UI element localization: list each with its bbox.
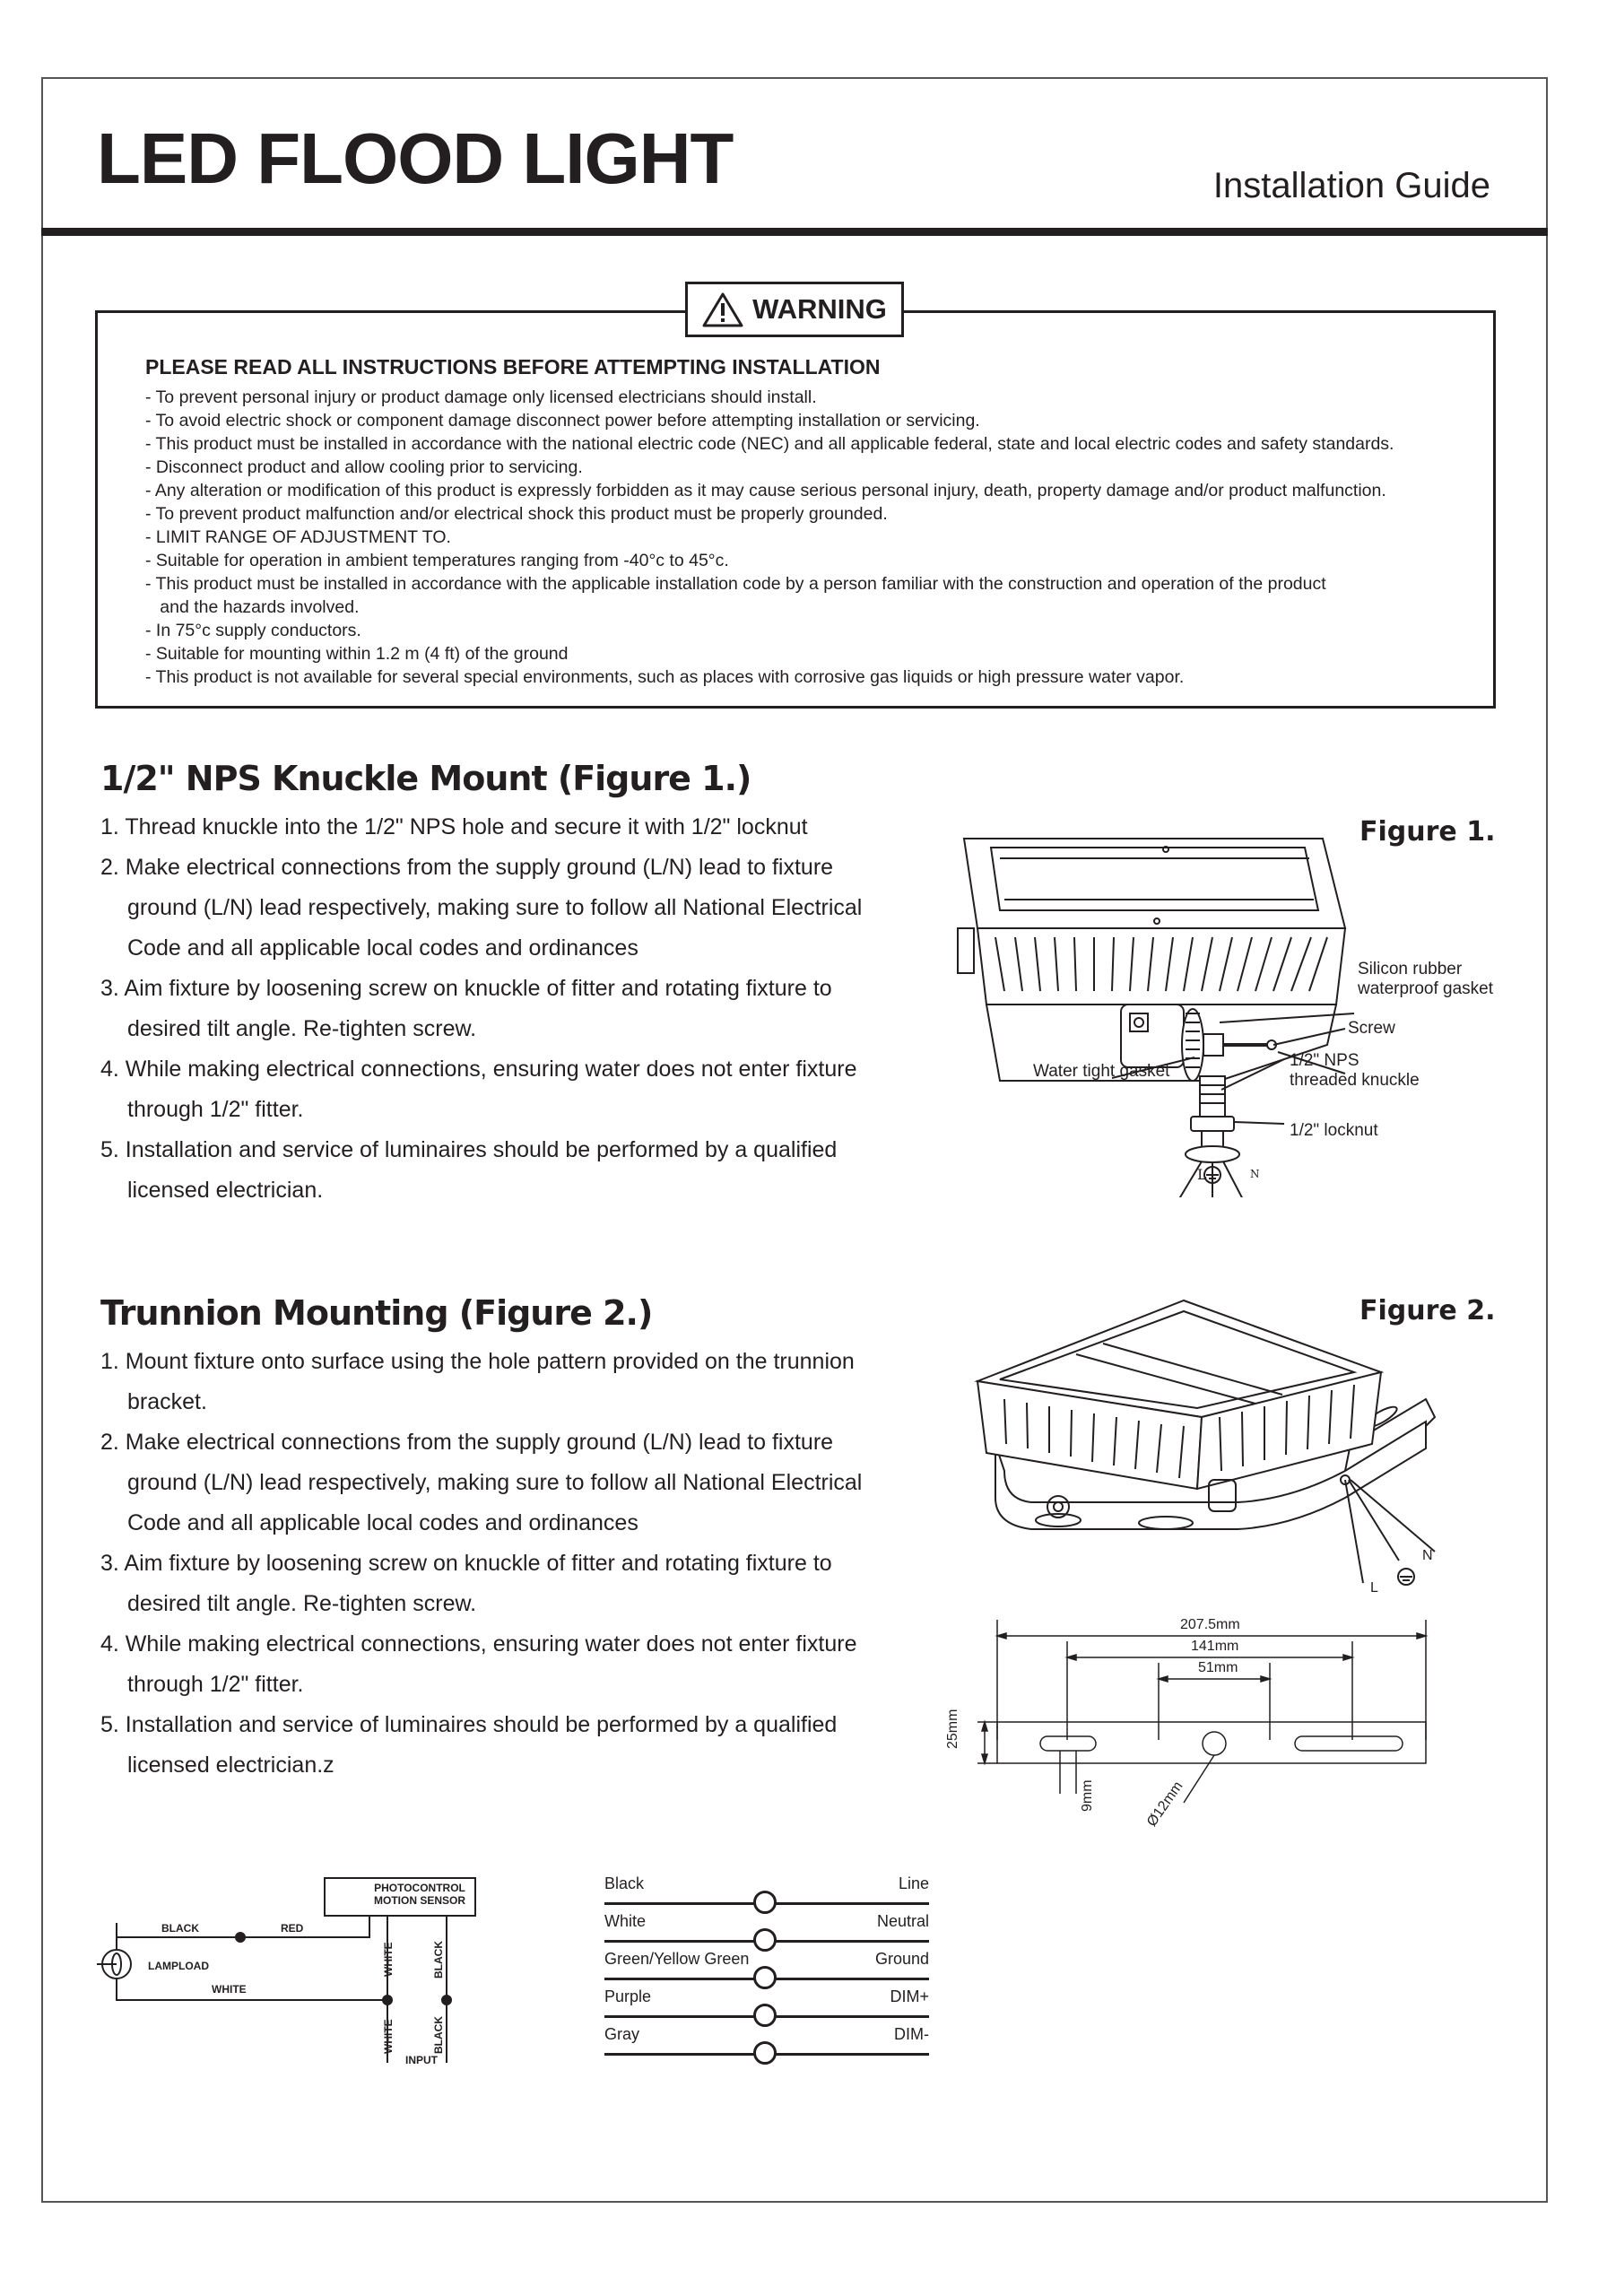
figure2-drawing <box>969 1292 1471 1605</box>
section2-step: 4. While making electrical connections, ensuring water does not enter fixture through 1/2" fitter. <box>100 1631 857 1697</box>
figure1-n-label: N <box>1250 1168 1260 1180</box>
section1-step: 5. Installation and service of luminaires should be performed by a qualified licensed electrician. <box>100 1137 838 1203</box>
sensor-white-label: WHITE <box>382 1942 395 1977</box>
section2-step: 3. Aim fixture by loosening screw on knuckle of fitter and rotating fixture to desired tilt angle. Re-tighten screw. <box>100 1551 832 1616</box>
section2-step: 2. Make electrical connections from the supply ground (L/N) lead to fixture ground (L/N) lead respectively, making sure to follow all National Electrical Code and all applicable local codes and ordinances <box>100 1430 863 1535</box>
wire-color: Purple <box>604 1987 652 2005</box>
warning-item: - Disconnect product and allow cooling prior to servicing. <box>145 457 583 477</box>
section2-step: 5. Installation and service of luminaires should be performed by a qualified licensed electrician.z <box>100 1712 838 1778</box>
sensor-black-label: BLACK <box>432 1941 445 1979</box>
warning-list <box>145 386 1472 689</box>
wire-row <box>604 1867 929 1905</box>
page-subtitle: Installation Guide <box>1212 166 1490 205</box>
warning-item: - To prevent product malfunction and/or electrical shock this product must be properly grounded. <box>145 504 888 524</box>
figure1-callout-silicon <box>1358 960 1493 999</box>
section1-title: 1/2" NPS Knuckle Mount (Figure 1.) <box>100 759 751 798</box>
section1-step: 4. While making electrical connections, ensuring water does not enter fixture through 1/2" fitter. <box>100 1057 857 1122</box>
warning-item: - Any alteration or modification of this product is expressly forbidden as it may cause serious personal injury, death, property damage and/or product malfunction. <box>145 481 1386 500</box>
wire-color: Gray <box>604 2025 640 2043</box>
figure1-callout-locknut: 1/2" locknut <box>1290 1121 1378 1140</box>
dim-mid-label: 141mm <box>1191 1639 1239 1654</box>
section1-step: 3. Aim fixture by loosening screw on knuckle of fitter and rotating fixture to desired tilt angle. Re-tighten screw. <box>100 976 832 1041</box>
warning-item: - To prevent personal injury or product damage only licensed electricians should install. <box>145 387 817 407</box>
warning-item: - Suitable for operation in ambient temperatures ranging from -40°c to 45°c. <box>145 551 729 570</box>
input-label: INPUT <box>405 2054 438 2066</box>
input-white-label: WHITE <box>382 2019 395 2054</box>
wire-row <box>604 1905 929 1943</box>
dim-slot-label: 9mm <box>1080 1779 1095 1812</box>
section2-title: Trunnion Mounting (Figure 2.) <box>100 1293 653 1333</box>
warning-item: - In 75°c supply conductors. <box>145 621 361 640</box>
callout-knuckle-line1: 1/2" NPS <box>1290 1051 1359 1070</box>
wire-function: Ground <box>874 1950 929 1968</box>
dim-height-label: 25mm <box>945 1709 960 1749</box>
figure2-label: Figure 2. <box>1359 1295 1496 1326</box>
warning-item: - To avoid electric shock or component damage disconnect power before attempting installation or servicing. <box>145 411 980 430</box>
header-rule <box>41 228 1548 236</box>
wire-function: DIM+ <box>890 1987 929 2005</box>
lampload-label: LAMPLOAD <box>148 1960 209 1972</box>
wire-terminal-circle <box>753 2041 777 2065</box>
figure2-l-label: L <box>1370 1580 1378 1596</box>
callout-silicon-line1: Silicon rubber <box>1358 960 1463 978</box>
wire-function: DIM- <box>894 2025 929 2043</box>
figure1-callout-gasket: Water tight gasket <box>1033 1062 1170 1081</box>
page-title: LED FLOOD LIGHT <box>97 118 734 198</box>
wire-color: Green/Yellow Green <box>604 1950 750 1968</box>
warning-item: - This product must be installed in accordance with the national electric code (NEC) and all applicable federal, state and local electric codes and safety standards. <box>145 434 1394 454</box>
wire-color-table <box>604 1867 929 2056</box>
warning-label-text: WARNING <box>752 293 887 325</box>
figure1-drawing <box>951 821 1489 1197</box>
dim-hole-label: Ø12mm <box>1144 1779 1186 1830</box>
sensor-label <box>343 1882 496 1907</box>
dim-inner-label: 51mm <box>1198 1660 1238 1675</box>
figure1-label: Figure 1. <box>1359 816 1496 848</box>
sensor-label-line1: PHOTOCONTROL <box>374 1882 465 1894</box>
section2-step: 1. Mount fixture onto surface using the hole pattern provided on the trunnion bracket. <box>100 1349 855 1414</box>
figure2-n-label: N <box>1422 1548 1433 1563</box>
wire-row <box>604 1980 929 2018</box>
warning-item: and the hazards involved. <box>145 597 360 617</box>
warning-item: - LIMIT RANGE OF ADJUSTMENT TO. <box>145 527 451 547</box>
wire-color: White <box>604 1912 647 1930</box>
warning-heading: PLEASE READ ALL INSTRUCTIONS BEFORE ATTEMPTING INSTALLATION <box>145 355 881 378</box>
section2-steps <box>100 1342 908 1786</box>
figure1-callout-screw: Screw <box>1348 1019 1395 1038</box>
sensor-label-line2: MOTION SENSOR <box>373 1894 465 1907</box>
section1-steps <box>100 807 908 1211</box>
wire-white-label: WHITE <box>212 1983 247 1996</box>
warning-label <box>685 282 904 337</box>
wire-function: Line <box>898 1874 929 1892</box>
figure1-callout-knuckle <box>1290 1051 1420 1091</box>
callout-knuckle-line2: threaded knuckle <box>1290 1071 1420 1090</box>
dim-overall-label: 207.5mm <box>1180 1617 1240 1632</box>
section1-step: 1. Thread knuckle into the 1/2" NPS hole and secure it with 1/2" locknut <box>100 814 808 839</box>
input-black-label: BLACK <box>432 2016 445 2054</box>
wire-red-label: RED <box>281 1922 304 1935</box>
wire-black-label: BLACK <box>161 1922 199 1935</box>
section1-step: 2. Make electrical connections from the supply ground (L/N) lead to fixture ground (L/N) lead respectively, making sure to follow all National Electrical Code and all applicable local codes and ordinances <box>100 855 863 961</box>
warning-triangle-icon <box>702 291 743 327</box>
warning-item: - This product is not available for several special environments, such as places with corrosive gas liquids or high pressure water vapor. <box>145 667 1185 687</box>
wire-color: Black <box>604 1874 645 1892</box>
warning-item: - Suitable for mounting within 1.2 m (4 ft) of the ground <box>145 644 569 664</box>
wire-row <box>604 2018 929 2056</box>
warning-item: - This product must be installed in accordance with the applicable installation code by a person familiar with the construction and operation of the product <box>145 574 1326 594</box>
callout-silicon-line2: waterproof gasket <box>1358 979 1494 998</box>
wire-function: Neutral <box>876 1912 929 1930</box>
figure1-l-label: L <box>1197 1166 1207 1183</box>
wire-row <box>604 1943 929 1980</box>
